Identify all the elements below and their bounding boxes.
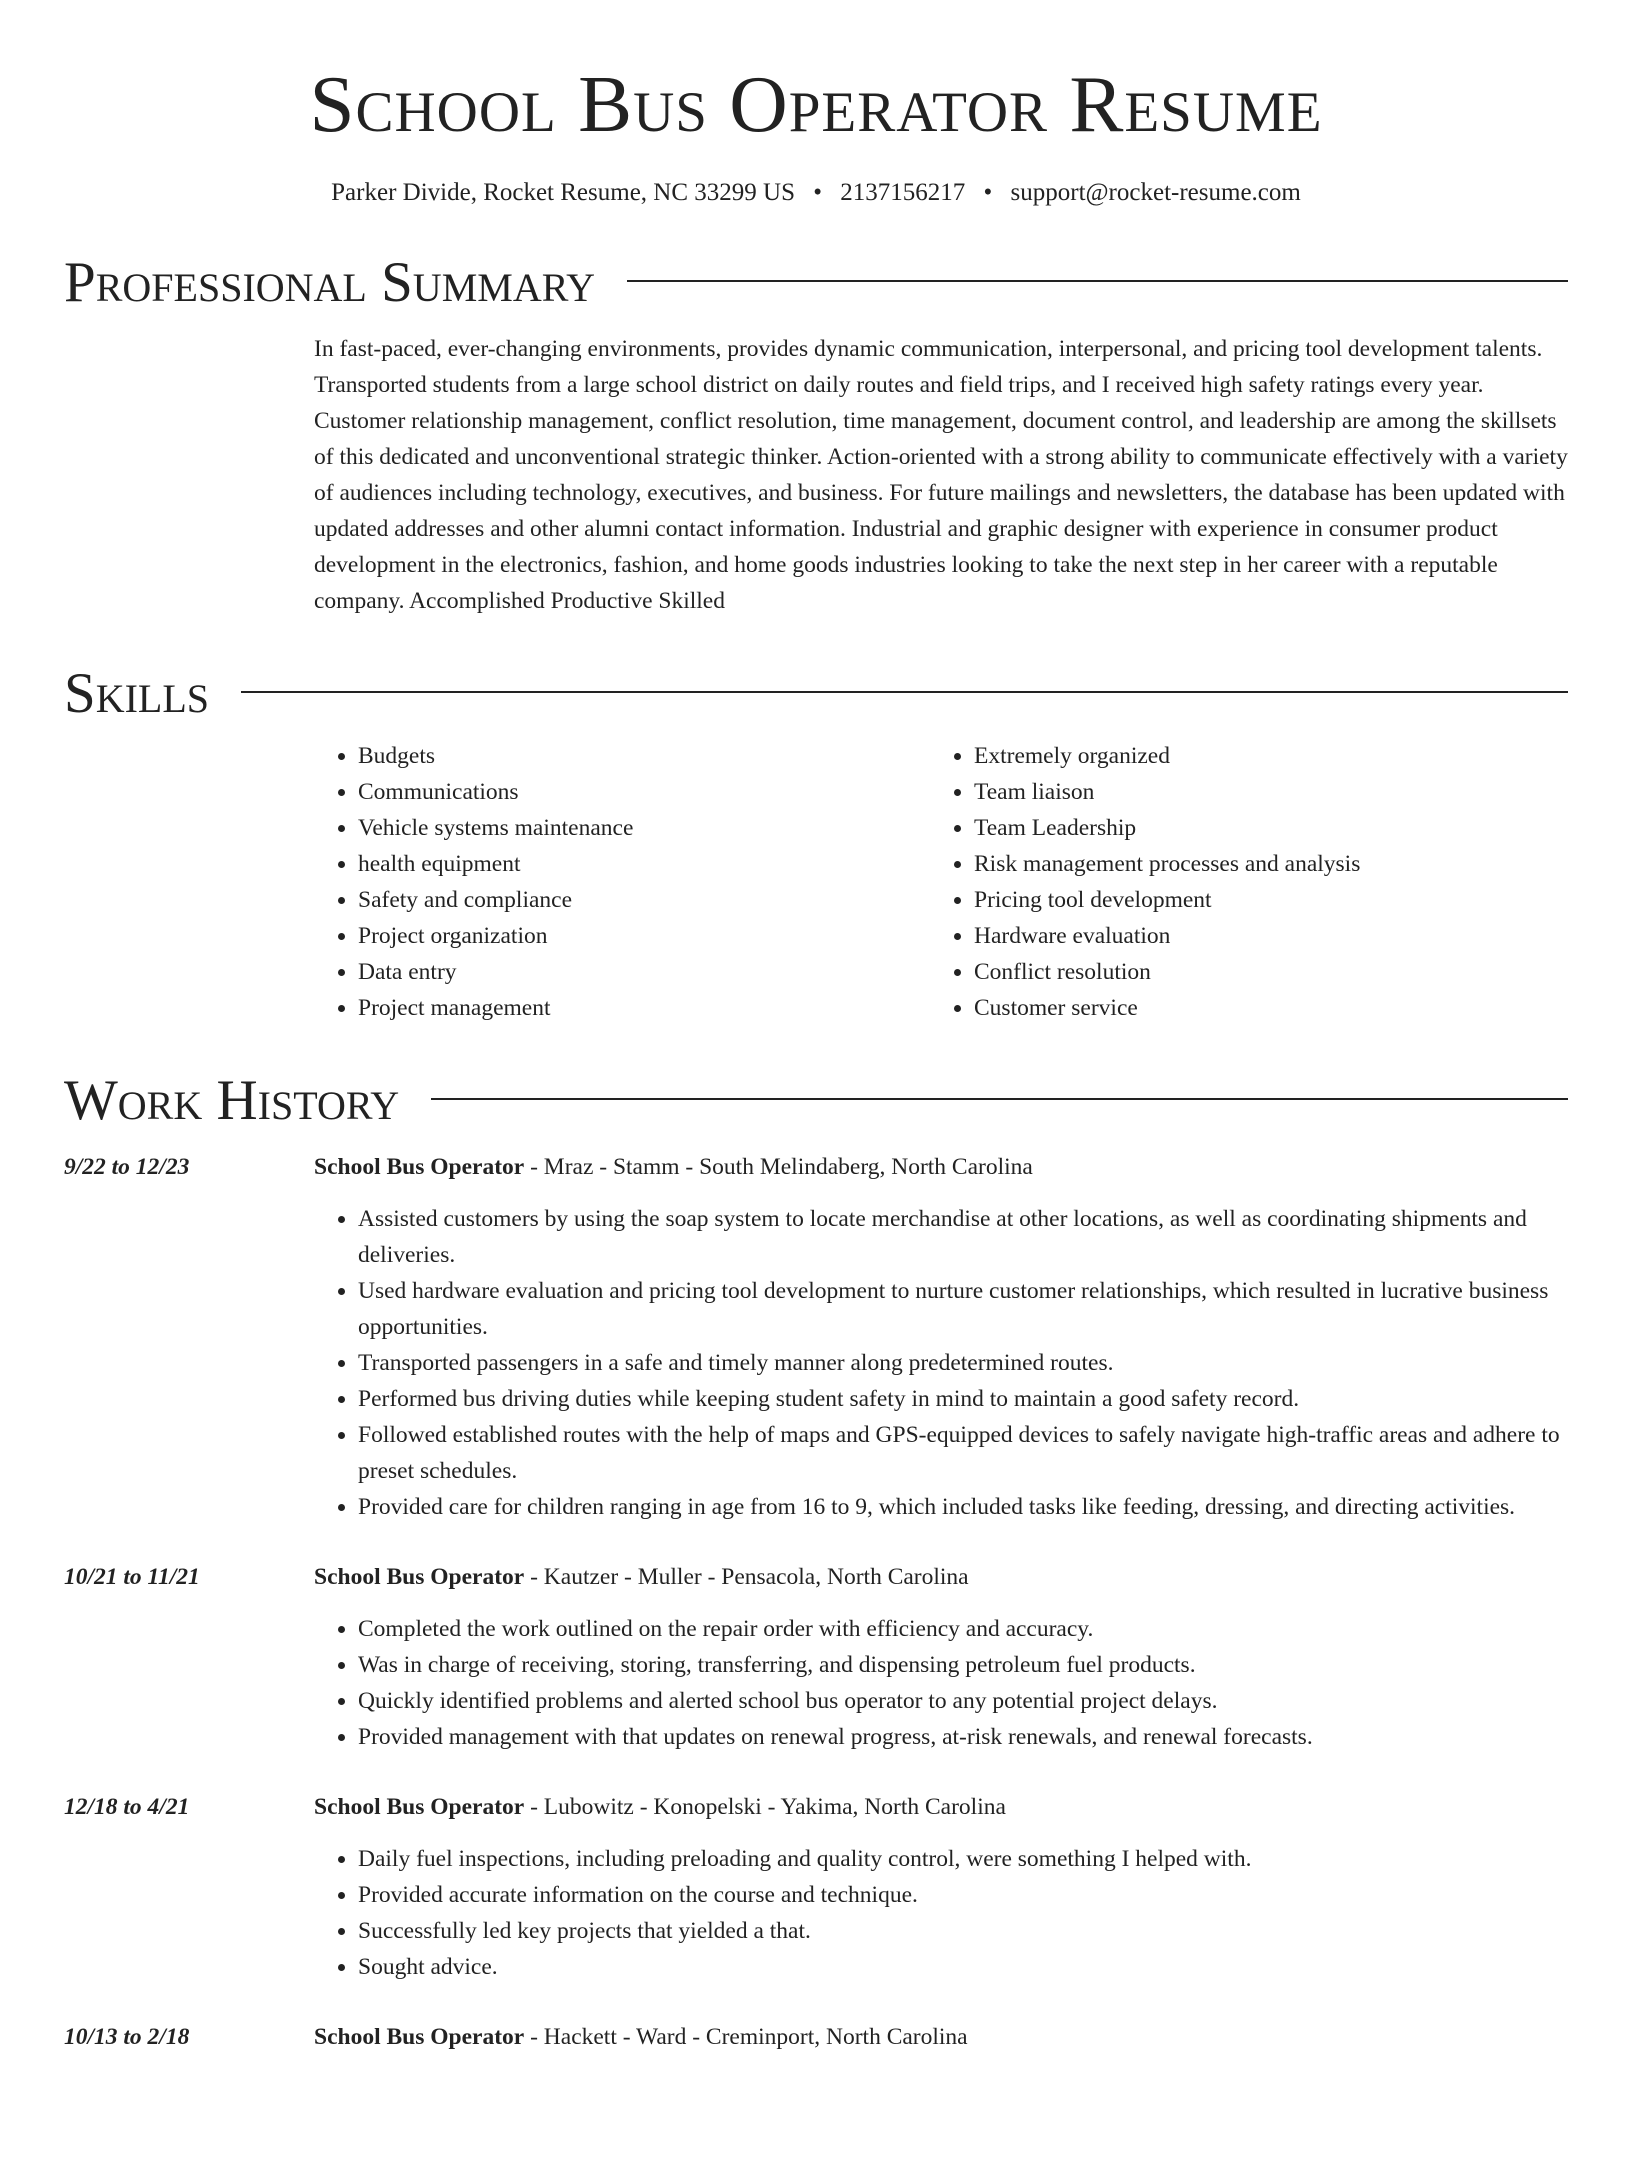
skills-section-header — [64, 662, 1568, 725]
job-details: - Lubowitz - Konopelski - Yakima, North Carolina — [524, 1794, 1006, 1820]
skill-item: • Budgets — [358, 738, 930, 774]
job-bullet: • Followed established routes with the help of maps and GPS-equipped devices to safely navigate high-traffic areas and adhere to preset schedules. — [358, 1417, 1568, 1489]
skills-columns — [314, 738, 1568, 1026]
skill-item: • Project management — [358, 990, 930, 1026]
job-header — [314, 1559, 1568, 1595]
job-bullet: • Was in charge of receiving, storing, transferring, and dispensing petroleum fuel products. — [358, 1647, 1568, 1683]
work-section-header — [64, 1069, 1568, 1132]
job-body — [314, 1789, 1568, 1985]
job-entry — [64, 1559, 1568, 1755]
job-details: - Hackett - Ward - Creminport, North Carolina — [524, 2024, 968, 2050]
job-details: - Kautzer - Muller - Pensacola, North Carolina — [524, 1564, 969, 1590]
job-bullet: • Completed the work outlined on the repair order with efficiency and accuracy. — [358, 1611, 1568, 1647]
skill-item: • Pricing tool development — [974, 882, 1546, 918]
contact-line — [64, 178, 1568, 208]
contact-address: Parker Divide, Rocket Resume, NC 33299 US — [331, 179, 795, 206]
job-entry — [64, 1149, 1568, 1525]
contact-separator: • — [983, 179, 993, 206]
skill-item: • Communications — [358, 774, 930, 810]
job-role: School Bus Operator — [314, 2024, 525, 2050]
job-body — [314, 1149, 1568, 1525]
job-entry — [64, 2019, 1568, 2055]
job-bullet: • Used hardware evaluation and pricing tool development to nurture customer relationships, which resulted in lucrative business opportunities. — [358, 1273, 1568, 1345]
job-bullet: • Sought advice. — [358, 1949, 1568, 1985]
section-divider — [241, 691, 1568, 693]
job-dates: 10/21 to 11/21 — [64, 1564, 200, 1590]
job-dates: 10/13 to 2/18 — [64, 2024, 190, 2050]
job-role: School Bus Operator — [314, 1564, 525, 1590]
skill-item: • health equipment — [358, 846, 930, 882]
job-bullet: • Provided accurate information on the course and technique. — [358, 1877, 1568, 1913]
job-dates: 9/22 to 12/23 — [64, 1154, 190, 1180]
job-bullet: • Transported passengers in a safe and timely manner along predetermined routes. — [358, 1345, 1568, 1381]
work-heading: Work History — [64, 1069, 400, 1132]
skill-item: • Customer service — [974, 990, 1546, 1026]
skill-item: • Project organization — [358, 918, 930, 954]
job-role: School Bus Operator — [314, 1794, 525, 1820]
job-bullet: • Daily fuel inspections, including preloading and quality control, were something I helped with. — [358, 1841, 1568, 1877]
skill-item: • Team liaison — [974, 774, 1546, 810]
job-body — [314, 2019, 1568, 2055]
contact-phone: 2137156217 — [840, 179, 966, 206]
job-bullet: • Quickly identified problems and alerted school bus operator to any potential project delays. — [358, 1683, 1568, 1719]
summary-text: In fast-paced, ever-changing environments, provides dynamic communication, interpersonal, and pricing tool development talents. Transported students from a large school district on daily routes and field trips, and I received high safety ratings every year. Customer relationship management, conflict resolution, time management, document control, and leadership are among the skillsets of this dedicated and unconventional strategic thinker. Action-oriented with a strong ability to communicate effectively with a variety of audiences including technology, executives, and business. For future mailings and newsletters, the database has been updated with updated addresses and other alumni contact information. Industrial and graphic designer with experience in consumer product development in the electronics, fashion, and home goods industries looking to take the next step in her career with a reputable company. Accomplished Productive Skilled — [314, 336, 1568, 614]
skill-item: • Data entry — [358, 954, 930, 990]
section-divider — [627, 280, 1568, 282]
job-bullet: • Successfully led key projects that yielded a that. — [358, 1913, 1568, 1949]
skill-item: • Safety and compliance — [358, 882, 930, 918]
job-body — [314, 1559, 1568, 1755]
resume-page — [0, 59, 1632, 2176]
summary-section-header — [64, 251, 1568, 314]
page-title: School Bus Operator Resume — [309, 59, 1323, 149]
job-bullet: • Provided care for children ranging in age from 16 to 9, which included tasks like feeding, dressing, and directing activities. — [358, 1489, 1568, 1525]
job-header — [314, 1789, 1568, 1825]
job-bullets — [314, 1201, 1568, 1525]
summary-heading: Professional Summary — [64, 251, 596, 314]
job-role: School Bus Operator — [314, 1154, 525, 1180]
skill-item: • Conflict resolution — [974, 954, 1546, 990]
skill-item: • Team Leadership — [974, 810, 1546, 846]
skills-list-left — [314, 738, 930, 1026]
job-bullets — [314, 1611, 1568, 1755]
job-header — [314, 1149, 1568, 1185]
skill-item: • Hardware evaluation — [974, 918, 1546, 954]
skills-heading: Skills — [64, 662, 210, 725]
job-header — [314, 2019, 1568, 2055]
job-bullet: • Assisted customers by using the soap system to locate merchandise at other locations, as well as coordinating shipments and deliveries. — [358, 1201, 1568, 1273]
job-bullet: • Performed bus driving duties while keeping student safety in mind to maintain a good safety record. — [358, 1381, 1568, 1417]
job-entry — [64, 1789, 1568, 1985]
job-details: - Mraz - Stamm - South Melindaberg, North Carolina — [524, 1154, 1033, 1180]
contact-email: support@rocket-resume.com — [1010, 179, 1301, 206]
skills-list-right — [930, 738, 1546, 1026]
job-bullet: • Provided management with that updates on renewal progress, at-risk renewals, and renewal forecasts. — [358, 1719, 1568, 1755]
skill-item: • Risk management processes and analysis — [974, 846, 1546, 882]
job-dates: 12/18 to 4/21 — [64, 1794, 190, 1820]
skill-item: • Vehicle systems maintenance — [358, 810, 930, 846]
section-divider — [431, 1098, 1568, 1100]
contact-separator: • — [813, 179, 823, 206]
skill-item: • Extremely organized — [974, 738, 1546, 774]
job-bullets — [314, 1841, 1568, 1985]
